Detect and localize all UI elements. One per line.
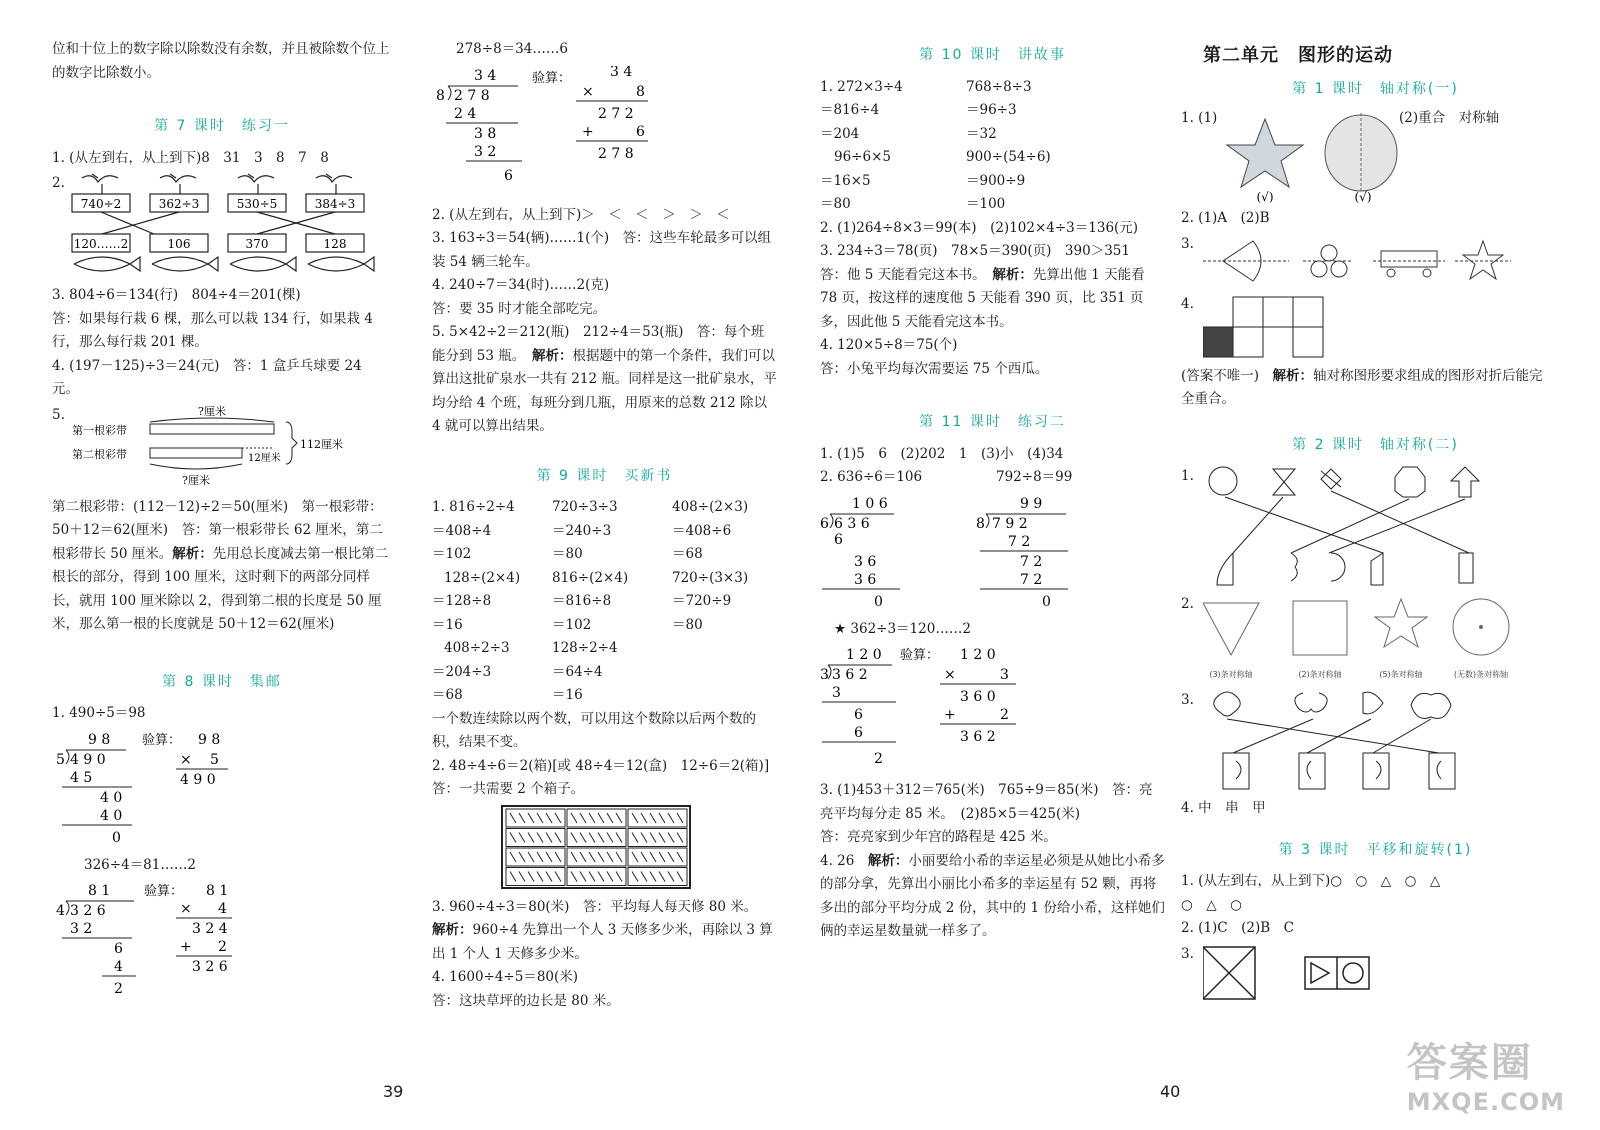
u2l1-q1-figure — [1181, 109, 1548, 203]
svg-text:+: + — [180, 939, 192, 955]
svg-text:7 2: 7 2 — [1020, 571, 1043, 588]
q5-ribbon-1: 第一根彩带 — [72, 423, 127, 437]
hourglass-icon — [1273, 469, 1295, 495]
svg-text:3 2: 3 2 — [70, 921, 93, 937]
section-unit2-lesson-3-title: 第 3 课时 平移和旋转(1) — [1278, 841, 1473, 858]
svg-text:3 8: 3 8 — [474, 125, 497, 142]
fish-icon — [230, 257, 296, 271]
svg-text:6 3 6: 6 3 6 — [834, 515, 870, 532]
u2l1-q4-figure — [1181, 293, 1548, 361]
svg-text:0: 0 — [112, 829, 121, 846]
section-unit2-lesson-2-title: 第 2 课时 轴对称(二) — [1292, 436, 1459, 453]
c2-top-equation: 278÷8＝34……6 — [456, 41, 568, 57]
q2-box-2: 362÷3 — [158, 197, 200, 211]
lesson8-q2: 326÷4＝81……2 — [84, 856, 196, 873]
svg-text:0: 0 — [874, 593, 883, 610]
watermark — [1407, 1031, 1565, 1116]
fish-icon — [74, 257, 140, 271]
q2-box-4: 384÷3 — [314, 197, 356, 211]
svg-text:3 6: 3 6 — [854, 571, 877, 588]
watermark-logo: 答案圈 — [1406, 1040, 1533, 1086]
svg-text:6: 6 — [854, 725, 863, 741]
svg-text:0: 0 — [1042, 593, 1051, 610]
lesson11-star: ★ 362÷3＝120……2 — [834, 620, 971, 637]
svg-text:3 6: 3 6 — [854, 553, 877, 570]
lesson11-calcs — [820, 494, 1165, 612]
svg-text:4: 4 — [56, 903, 65, 919]
svg-text:6: 6 — [504, 167, 513, 184]
u2l3-q2: 2. (1)C (2)B C — [1181, 920, 1294, 936]
column-2 — [432, 38, 783, 1013]
svg-text:5: 5 — [210, 751, 219, 768]
svg-text:6: 6 — [834, 531, 843, 548]
u2l2-q2-label: 2. — [1181, 596, 1194, 612]
svg-text:(2)条对称轴: (2)条对称轴 — [1298, 670, 1342, 679]
svg-text:7 9 2: 7 9 2 — [992, 515, 1028, 532]
star-icon — [1227, 119, 1303, 187]
apple-icon — [1411, 693, 1451, 718]
lesson7-q4: 4. (197－125)÷3＝24(元) 答：1 盒乒乓球要 24 元。 — [52, 357, 362, 397]
butterfly-icon — [1295, 693, 1327, 712]
svg-text:3 4: 3 4 — [474, 67, 497, 84]
svg-text:×: × — [944, 667, 956, 683]
svg-text:8: 8 — [636, 83, 645, 100]
column-3: 第 10 课时 讲故事 1. 272×3÷4 768÷8÷3 ＝816÷4 ＝96÷3 ＝204 ＝32 96÷6×5 900÷(54÷6) ＝16×5 ＝900÷9 ＝80 ＝100 2. (1)264÷8×3＝99(本) (2)102×4÷3＝136(元) 3. 234÷3＝78(页) 78×5＝390(页) 390＞351 答：他 5 天能看完这本书。 解析：先算出他 1 天能看 78 页，按这样的速度他 5 天能看 390 页，比 351 页多，因此他 5 天能看完这本书。 4. 120×5÷8＝75(个) 答：小兔平均每次需要运 75 个西瓜。 第 11 课时 练习二 1. (1)5 6 (2)202 1 (3)小 (4)34 2. 636÷6＝106 792÷8＝99 1 0 6 6 6 3 6 6 3 6 3 6 0 9 9 8 7 9 2 7 2 7 2 7 2 0 ★ 362÷3＝120……2 1 2 0 3 3 6 2 3 6 6 2 验算： 1 2 0 × 3 3 6 0 + 2 3 6 2 3. (1)453＋312＝765(米) 765÷9＝85(米) 答：亮亮平均每分走 85 米。 (2)85×5＝425(米) 答：亮亮家到少年宫的路程是 425 米。 4. 26 解析：小丽要给小希的幸运星必须是从她比小希多的部分拿，先算出小丽比小希多的幸运星有 52 颗，再将多出的部分平均分成 2 份，其中的 1 份给小希，这样她们俩的幸运星数量就一样多了。 — [820, 38, 1165, 944]
svg-text:8 1: 8 1 — [88, 883, 111, 899]
lesson7-q5-figure — [52, 404, 392, 492]
watermark-url: MXQE.COM — [1406, 1088, 1565, 1116]
lesson9-q4: 4. 1600÷4÷5＝80(米) — [432, 969, 579, 985]
lesson7-q2-figure — [52, 172, 392, 280]
svg-text:4 5: 4 5 — [70, 769, 93, 786]
svg-text:3 2: 3 2 — [474, 143, 497, 160]
svg-text:4 0: 4 0 — [100, 807, 123, 824]
svg-text:验算：: 验算： — [144, 884, 184, 899]
fish-icon — [308, 257, 374, 271]
section-lesson-8-title: 第 8 课时 集邮 — [162, 673, 282, 690]
page-number-left: 39 — [383, 1082, 404, 1101]
svg-text:6: 6 — [114, 941, 123, 957]
lesson7-q2-label: 2. — [52, 175, 65, 191]
u2l1-q2: 2. (1)A (2)B — [1181, 210, 1270, 226]
lesson8-q1: 1. 490÷5＝98 — [52, 705, 146, 721]
star-check: (√) — [1256, 190, 1274, 203]
svg-text:7 2: 7 2 — [1008, 533, 1031, 550]
lesson10-q4: 4. 120×5÷8＝75(个) — [820, 337, 958, 353]
svg-text:+: + — [582, 123, 594, 140]
column-1 — [52, 38, 392, 1005]
svg-text:3 2 4: 3 2 4 — [192, 921, 228, 937]
bird-icon — [160, 174, 196, 182]
q5-112cm: 112厘米 — [300, 437, 343, 451]
c2-q3: 3. 163÷3＝54(辆)……1(个) 答：这些车轮最多可以组装 54 辆三轮车。 — [432, 230, 772, 270]
lesson10-grid: 1. 272×3÷4 768÷8÷3 ＝816÷4 ＝96÷3 ＝204 ＝32 96÷6×5 900÷(54÷6) ＝16×5 ＝900÷9 ＝80 ＝100 — [820, 78, 1051, 212]
svg-text:1 0 6: 1 0 6 — [852, 495, 888, 512]
svg-text:3 6 0: 3 6 0 — [960, 689, 996, 705]
svg-text:(无数)条对称轴: (无数)条对称轴 — [1453, 670, 1509, 679]
lesson8-calc-1 — [52, 730, 392, 848]
svg-text:4: 4 — [218, 901, 227, 917]
svg-text:9 9: 9 9 — [1020, 495, 1043, 512]
lesson9-q4-answer: 答：这块草坪的边长是 80 米。 — [432, 992, 620, 1009]
lesson9-rule: 一个数连续除以两个数，可以用这个数除以后两个数的积，结果不变。 — [432, 710, 756, 750]
svg-text:2: 2 — [1000, 707, 1009, 723]
lesson7-q1: 1. (从左到右，从上到下)8 31 3 8 7 8 — [52, 149, 329, 166]
svg-text:2: 2 — [218, 939, 227, 955]
svg-text:3: 3 — [1000, 667, 1009, 683]
q2-fish-1: 120……2 — [73, 237, 129, 251]
svg-text:4 9 0: 4 9 0 — [180, 771, 216, 788]
q2-box-1: 740÷2 — [80, 197, 122, 211]
lesson10-q2: 2. (1)264÷8×3＝99(本) (2)102×4÷3＝136(元) — [820, 219, 1139, 236]
quotient: 9 8 — [88, 731, 111, 748]
leaf-icon — [1363, 692, 1383, 714]
lesson10-q4-answer: 答：小兔平均每次需要运 75 个西瓜。 — [820, 360, 1049, 377]
svg-text:×: × — [180, 751, 192, 768]
c2-calc — [432, 66, 777, 198]
svg-text:6: 6 — [854, 707, 863, 723]
svg-text:2 7 8: 2 7 8 — [598, 145, 634, 162]
u2l2-q4: 4. 中 串 甲 — [1181, 800, 1266, 816]
svg-text:4 0: 4 0 — [100, 789, 123, 806]
svg-text:3 4: 3 4 — [610, 65, 633, 80]
svg-text:6: 6 — [820, 515, 829, 532]
svg-text:验算：: 验算： — [532, 70, 572, 86]
section-unit2-lesson-1-title: 第 1 课时 轴对称(一) — [1292, 80, 1459, 97]
svg-text:6: 6 — [636, 123, 645, 140]
u2l2-q1-label: 1. — [1181, 468, 1194, 484]
page-number-right: 40 — [1160, 1082, 1181, 1101]
svg-text:1 2 0: 1 2 0 — [960, 647, 996, 663]
lesson11-q1: 1. (1)5 6 (2)202 1 (3)小 (4)34 — [820, 445, 1064, 462]
svg-text:3: 3 — [820, 667, 829, 683]
svg-text:3 6 2: 3 6 2 — [960, 729, 996, 745]
section-lesson-11-title: 第 11 课时 练习二 — [919, 414, 1066, 430]
u2l3-q1: 1. (从左到右，从上到下)○ ○ △ ○ △ — [1181, 873, 1441, 889]
lesson10-q3-answer: 答：他 5 天能看完这本书。 解析：先算出他 1 天能看 78 页，按这样的速度他 5 天能看 390 页，比 351 页多，因此他 5 天能看完这本书。 — [820, 266, 1145, 330]
q2-fish-3: 370 — [245, 237, 269, 251]
smiley-icon — [1209, 467, 1237, 495]
u2l1-q1-part2: (2)重合 对称轴 — [1399, 110, 1500, 126]
u2l2-q3-figure — [1181, 689, 1548, 793]
svg-text:2 7 8: 2 7 8 — [454, 87, 490, 104]
svg-text:(3)条对称轴: (3)条对称轴 — [1209, 670, 1253, 679]
u2l2-q3-label: 3. — [1181, 692, 1194, 708]
svg-text:9 8: 9 8 — [198, 731, 221, 748]
boxes-figure — [432, 804, 777, 892]
bird-icon — [238, 174, 274, 182]
lesson9-q3: 3. 960÷4÷3＝80(米) 答：平均每人每天修 80 米。 解析：960÷4 先算出一个人 3 天修多少米，再除以 3 算出 1 个人 1 天修多少米。 — [432, 898, 773, 962]
c2-q5: 5. 5×42÷2＝212(瓶) 212÷4＝53(瓶) 答：每个班能分到 53 瓶。 解析：根据题中的第一个条件，我们可以算出这批矿泉水一共有 212 瓶。同样是这一批矿泉水，平均分给 4 个班，每班分到几瓶，用原来的总数 212 除以 4 就可以算出结果。 — [432, 324, 777, 434]
lesson7-q5-label: 5. — [52, 406, 65, 423]
svg-text:8 1: 8 1 — [206, 883, 229, 899]
divisor: 5 — [56, 751, 65, 768]
q2-fish-4: 128 — [323, 237, 347, 251]
c2-q4: 4. 240÷7＝34(时)……2(克) — [432, 277, 610, 293]
svg-text:4: 4 — [114, 959, 123, 975]
svg-text:2 7 2: 2 7 2 — [598, 105, 634, 122]
u2l3-q1-cont: ○ △ ○ — [1181, 896, 1242, 913]
unit-title: 第二单元 图形的运动 — [1203, 45, 1393, 66]
u2l2-q1-figure — [1181, 465, 1548, 589]
q5-bottom-length: ?厘米 — [182, 473, 210, 487]
svg-text:3: 3 — [832, 685, 841, 701]
ribbon-diagram — [52, 404, 382, 492]
svg-text:×: × — [180, 901, 192, 917]
lesson8-calc-2 — [52, 881, 392, 999]
lesson11-q3: 3. (1)453＋312＝765(米) 765÷9＝85(米) 答：亮亮平均每分走 85 米。 (2)85×5＝425(米) — [820, 782, 1153, 822]
u2l1-q4-label: 4. — [1181, 295, 1194, 312]
svg-text:+: + — [944, 707, 956, 723]
u2l1-q4-note: (答案不唯一) 解析：轴对称图形要求组成的图形对折后能完全重合。 — [1181, 367, 1543, 407]
svg-text:3 6 2: 3 6 2 — [832, 667, 868, 683]
svg-text:2: 2 — [114, 981, 123, 997]
svg-text:3 2 6: 3 2 6 — [192, 959, 228, 975]
lesson7-q5-answer: 第二根彩带：(112－12)÷2＝50(厘米) 第一根彩带：50＋12＝62(厘米) 答：第一根彩带长 62 厘米，第二根彩带长 50 厘米。解析：先用总长度减去第一根比第二根长的部分，得到 100 厘米，这时剩下的两部分同样长，就用 100 厘米除以 2，得到第二根的长度是 50 厘米，那么第一根的长度就是 50＋12＝62(厘米) — [52, 498, 389, 632]
svg-text:×: × — [582, 83, 594, 100]
svg-text:8: 8 — [976, 515, 985, 532]
svg-text:2: 2 — [874, 751, 883, 767]
dividend: 4 9 0 — [70, 751, 106, 768]
svg-text:1 2 0: 1 2 0 — [846, 647, 882, 663]
q2-fish-2: 106 — [167, 237, 191, 251]
q5-ribbon-2: 第二根彩带 — [72, 447, 127, 461]
section-lesson-10-title: 第 10 课时 讲故事 — [919, 47, 1066, 63]
lesson11-star-calc — [820, 645, 1165, 773]
u2l2-q2-figure — [1181, 593, 1548, 685]
lesson9-grid: 1. 816÷2÷4 720÷3÷3 408÷(2×3) ＝408÷4 ＝240÷3 ＝408÷6 ＝102 ＝80 ＝68 128÷(2×4) 816÷(2×4) 720÷(3×3) ＝128÷8 ＝816÷8 ＝720÷9 ＝16 ＝102 ＝80 408÷2÷3 128÷2÷4 ＝204÷3 ＝64÷4 ＝68 ＝16 — [432, 499, 749, 703]
fish-icon — [152, 257, 218, 271]
lesson7-q3-answer: 答：如果每行栽 6 棵，那么可以栽 134 行，如果栽 4 行，那么每行栽 201 棵。 — [52, 310, 373, 350]
svg-text:7 2: 7 2 — [1020, 553, 1043, 570]
svg-text:3 2 6: 3 2 6 — [70, 903, 106, 919]
c2-q2: 2. (从左到右，从上到下)＞ ＜ ＜ ＞ ＞ ＜ — [432, 206, 730, 223]
q2-box-3: 530÷5 — [236, 197, 278, 211]
check-label: 验算： — [142, 732, 182, 748]
u2l3-q3-figure — [1181, 943, 1548, 1003]
flower-icon — [1214, 692, 1240, 716]
lesson10-q3: 3. 234÷3＝78(页) 78×5＝390(页) 390＞351 — [820, 243, 1130, 259]
lesson11-q4: 4. 26 解析：小丽要给小希的幸运星必须是从她比小希多的部分拿，先算出小丽比小希多的幸运星有 52 颗，再将多出的部分平均分成 2 份，其中的 1 份给小希，这样她们俩的幸运星数量就一样多了。 — [820, 852, 1165, 939]
face-check: (√) — [1354, 190, 1372, 203]
svg-text:8: 8 — [436, 87, 445, 104]
u2l1-q3-figure — [1181, 233, 1548, 289]
birds-fish-diagram — [52, 172, 382, 280]
boxes-grid-icon — [432, 804, 762, 892]
lesson7-q3: 3. 804÷6＝134(行) 804÷4＝201(棵) — [52, 287, 301, 303]
lesson9-q2: 2. 48÷4÷6＝2(箱)[或 48÷4＝12(盒) 12÷6＝2(箱)] 答：一共需要 2 个箱子。 — [432, 757, 783, 797]
svg-text:(5)条对称轴: (5)条对称轴 — [1379, 670, 1423, 679]
bird-icon — [82, 174, 118, 182]
c2-q4-answer: 答：要 35 时才能全部吃完。 — [432, 300, 607, 317]
section-lesson-7-title: 第 7 课时 练习一 — [154, 118, 290, 134]
u2l1-q1-label: 1. (1) — [1181, 110, 1218, 126]
lesson11-q3-answer: 答：亮亮家到少年宫的路程是 425 米。 — [820, 829, 1057, 845]
u2l1-q3-label: 3. — [1181, 235, 1194, 252]
q5-top-length: ?厘米 — [198, 404, 226, 418]
q5-12cm: 12厘米 — [248, 452, 281, 464]
bird-icon — [316, 174, 352, 182]
svg-text:2 4: 2 4 — [454, 105, 477, 122]
column-4 — [1181, 38, 1548, 1007]
intro-text: 位和十位上的数字除以除数没有余数，并且被除数个位上的数字比除数小。 — [52, 41, 390, 81]
u2l3-q3-label: 3. — [1181, 945, 1194, 962]
section-lesson-9-title: 第 9 课时 买新书 — [536, 467, 673, 484]
svg-text:验算：: 验算： — [900, 648, 940, 663]
